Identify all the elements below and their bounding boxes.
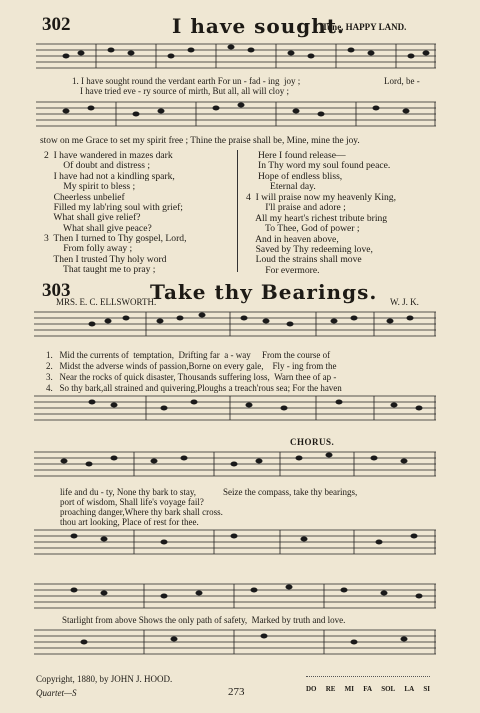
lyric-302-1b: Lord, be -: [384, 76, 420, 86]
hymn-number-302: 302: [42, 14, 71, 35]
staff-302-1: [36, 40, 438, 74]
lyric-303-c3: proaching danger,Where thy bark shall cross.: [60, 507, 223, 517]
quartet-note: Quartet—S: [36, 688, 77, 698]
staff-303-bass-1: [34, 392, 438, 426]
tune-name: Tune, HAPPY LAND.: [322, 22, 407, 32]
lyric-303-v3: 3. Near the rocks of quick disaster, Thousands suffering loss, Warn thee of ap -: [46, 372, 337, 382]
staff-302-2: [36, 98, 438, 132]
solfege-syllable: MI: [344, 685, 354, 693]
solfege-syllable: DO: [306, 685, 317, 693]
verse-302-3: 3 Then I turned to Thy gospel, Lord, From folly away ; Then I trusted Thy holy word That taught me to pray ;: [44, 233, 187, 276]
verse-302-2: 2 I have wandered in mazes dark Of doubt and distress ; I have had not a kindling spark, My spirit to bless ; Cheerless unbelief Filled my lab'ring soul with grief; What shall give relief? What shall give peace?: [44, 150, 183, 234]
solfege-syllable: SI: [423, 685, 430, 693]
verse-divider: [237, 150, 238, 272]
hymn-title-303: Take thy Bearings.: [150, 280, 378, 304]
composer-credit: W. J. K.: [390, 297, 419, 307]
solfege-syllable: LA: [404, 685, 415, 693]
solfege-syllable: FA: [363, 685, 372, 693]
verse-302-4: 4 I will praise now my heavenly King, I'll praise and adore ; All my heart's richest tribute bring To Thee, God of power ; And in heaven above, Saved by Thy redeeming love, Loud the strains shall move For evermore.: [246, 192, 397, 276]
staff-303-bass-3: [34, 626, 438, 660]
copyright: Copyright, 1880, by JOHN J. HOOD.: [36, 674, 173, 684]
page-number: 273: [228, 686, 245, 698]
lyric-303-c5: Starlight from above Shows the only path of safety, Marked by truth and love.: [62, 615, 346, 625]
lyric-303-v2: 2. Midst the adverse winds of passion,Borne on every gale, Fly - ing from the: [46, 361, 337, 371]
solfege-scale: [306, 676, 430, 693]
verse-302-3b: Here I found release— In Thy word my soul found peace. Hope of endless bliss, Eternal day.: [258, 150, 391, 193]
staff-303-bass-2: [34, 526, 438, 560]
lyric-303-v1: 1. Mid the currents of temptation, Drifting far a - way From the course of: [46, 350, 331, 360]
lyric-302-2: I have tried eve - ry source of mirth, But all, all will cloy ;: [80, 86, 289, 96]
hymn-title-302: I have sought.: [172, 14, 345, 38]
author-credit: MRS. E. C. ELLSWORTH.: [56, 297, 157, 307]
hymn-number-303: 303: [42, 280, 71, 301]
lyric-303-c4: thou art looking, Place of rest for thee.: [60, 517, 199, 527]
chorus-label: CHORUS.: [290, 437, 335, 447]
lyric-302-1a: 1. I have sought round the verdant earth For un - fad - ing joy ;: [72, 76, 301, 86]
lyric-303-c1: life and du - ty, None thy bark to stay, Seize the compass, take thy bearings,: [60, 487, 358, 497]
staff-303-treble-1: [34, 308, 438, 342]
staff-303-treble-2: [34, 448, 438, 482]
solfege-syllable: RE: [325, 685, 336, 693]
lyric-303-c2: port of wisdom, Shall life's voyage fail?: [60, 497, 204, 507]
staff-303-treble-3: [34, 580, 438, 614]
solfege-syllable: SOL: [381, 685, 396, 693]
lyric-302-3: stow on me Grace to set my spirit free ; Thine the praise shall be, Mine, mine the joy.: [40, 136, 360, 146]
lyric-303-v4: 4. So thy bark,all strained and quivering,Ploughs a treach'rous sea; For the haven: [46, 383, 342, 393]
